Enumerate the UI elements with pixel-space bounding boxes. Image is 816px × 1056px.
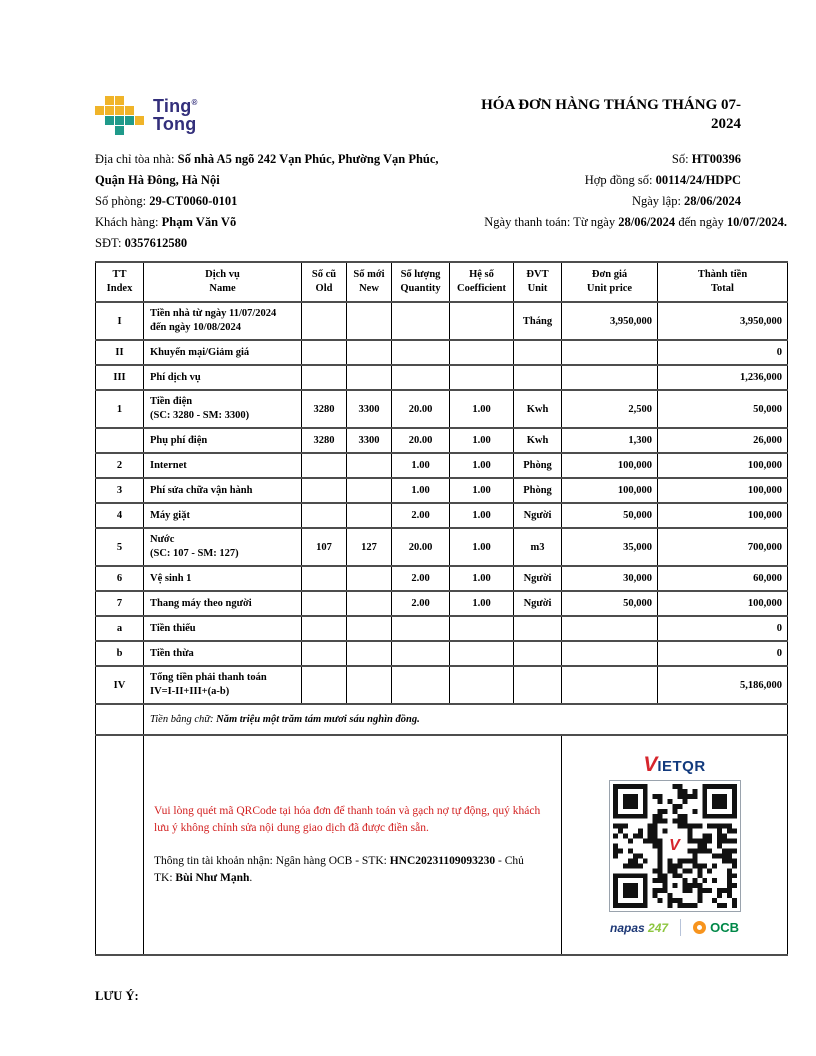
cell-new — [347, 616, 392, 641]
column-header-vi: Số cũ — [311, 268, 337, 280]
cell-tt: 3 — [96, 478, 144, 503]
table-row — [96, 340, 788, 365]
invoice-no-value: HT00396 — [691, 152, 741, 166]
invoice-table — [95, 261, 788, 956]
account-number: HNC20231109093230 — [389, 855, 496, 867]
cell-coef: 1.00 — [450, 503, 514, 528]
cell-qty — [392, 340, 450, 365]
cell-total: 50,000 — [658, 390, 788, 428]
cell-new: 127 — [347, 528, 392, 566]
ocb-word: OCB — [710, 920, 739, 935]
table-row — [96, 591, 788, 616]
cell-price: 3,950,000 — [562, 302, 658, 340]
column-header-vi: Đơn giá — [591, 268, 628, 280]
cell-new — [347, 666, 392, 704]
column-header-en: Index — [106, 283, 133, 294]
invoice-title — [441, 96, 787, 134]
table-row — [96, 566, 788, 591]
customer-label: Khách hàng: — [95, 215, 162, 229]
account-mid: - Chủ TK: — [154, 855, 524, 885]
cell-coef — [450, 340, 514, 365]
qr-code-cell — [562, 735, 788, 955]
cell-qty — [392, 616, 450, 641]
payment-qr-row — [96, 735, 788, 955]
cell-price: 30,000 — [562, 566, 658, 591]
cell-tt: IV — [96, 666, 144, 704]
info-line-address2 — [95, 170, 787, 191]
cell-unit — [514, 340, 562, 365]
address-value-2: Quận Hà Đông, Hà Nội — [95, 173, 220, 187]
column-header-vi: ĐVT — [526, 268, 549, 280]
column-header-en: New — [359, 283, 379, 294]
column-header — [392, 262, 450, 302]
cell-price: 100,000 — [562, 453, 658, 478]
cell-tt: 4 — [96, 503, 144, 528]
brand-ting: Ting — [153, 96, 192, 117]
cell-qty — [392, 365, 450, 390]
service-name-cell — [144, 453, 302, 478]
column-header-vi: TT — [112, 268, 127, 280]
cell-new — [347, 478, 392, 503]
column-header — [450, 262, 514, 302]
cell-tt: 5 — [96, 528, 144, 566]
cell-old: 3280 — [302, 390, 347, 428]
cell-price — [562, 641, 658, 666]
column-header — [562, 262, 658, 302]
info-line-address — [95, 149, 787, 170]
cell-old: 3280 — [302, 428, 347, 453]
cell-qty: 20.00 — [392, 528, 450, 566]
vietqr-logo-icon — [562, 754, 787, 775]
table-row — [96, 528, 788, 566]
service-name-cell — [144, 503, 302, 528]
cell-price — [562, 365, 658, 390]
napas-word: napas — [610, 920, 649, 935]
service-name-cell — [144, 478, 302, 503]
cell-coef: 1.00 — [450, 478, 514, 503]
service-name-line: Máy giặt — [150, 509, 190, 521]
account-prefix: Thông tin tài khoản nhận: Ngân hàng OCB - STK: — [154, 855, 390, 867]
cell-coef: 1.00 — [450, 428, 514, 453]
cell-total: 0 — [658, 340, 788, 365]
cell-tt: a — [96, 616, 144, 641]
customer-value: Phạm Văn Võ — [161, 215, 237, 229]
service-name-cell — [144, 641, 302, 666]
service-name-line: đến ngày 10/08/2024 — [150, 322, 242, 333]
cell-tt: III — [96, 365, 144, 390]
qr-code — [609, 780, 741, 912]
cell-total: 100,000 — [658, 503, 788, 528]
payment-mid: đến ngày — [675, 215, 727, 229]
service-name-cell — [144, 666, 302, 704]
service-name-line: Thang máy theo người — [150, 597, 252, 609]
cell-empty — [96, 704, 144, 735]
cell-unit: Kwh — [514, 390, 562, 428]
service-name-cell — [144, 616, 302, 641]
room-label: Số phòng: — [95, 194, 150, 208]
table-row — [96, 666, 788, 704]
address-value: Số nhà A5 ngõ 242 Vạn Phúc, Phường Vạn Phúc, — [177, 152, 439, 166]
service-name-line: Nước — [150, 534, 175, 546]
cell-price — [562, 340, 658, 365]
amount-in-words-row — [96, 704, 788, 735]
cell-tt — [96, 428, 144, 453]
cell-unit: m3 — [514, 528, 562, 566]
cell-new — [347, 503, 392, 528]
cell-coef — [450, 302, 514, 340]
service-name-line: Tổng tiền phải thanh toán — [150, 672, 267, 684]
cell-qty — [392, 666, 450, 704]
cell-tt: 6 — [96, 566, 144, 591]
cell-old: 107 — [302, 528, 347, 566]
service-name-line: Vệ sinh 1 — [150, 572, 192, 584]
table-row — [96, 616, 788, 641]
cell-tt: 7 — [96, 591, 144, 616]
cell-coef: 1.00 — [450, 453, 514, 478]
account-holder: Bùi Như Mạnh — [175, 872, 250, 885]
service-name-cell — [144, 566, 302, 591]
vietqr-v: V — [643, 753, 658, 776]
cell-qty: 20.00 — [392, 428, 450, 453]
phone-value: 0357612580 — [124, 236, 188, 250]
cell-new — [347, 453, 392, 478]
column-header-en: Coefficient — [457, 283, 506, 294]
brand-wordmark — [153, 98, 198, 132]
column-header — [302, 262, 347, 302]
service-name-line: Tiền thừa — [150, 647, 194, 659]
cell-new — [347, 591, 392, 616]
payment-note-cell — [144, 735, 562, 955]
column-header-vi: Số mới — [353, 268, 385, 280]
cell-unit: Người — [514, 503, 562, 528]
table-row — [96, 503, 788, 528]
phone-label: SĐT: — [95, 236, 125, 250]
column-header-en: Quantity — [400, 283, 441, 294]
invoice-no-label: Số: — [671, 152, 692, 166]
cell-total: 100,000 — [658, 478, 788, 503]
account-dot: . — [249, 872, 253, 885]
cell-qty: 20.00 — [392, 390, 450, 428]
vietqr-center-v-icon: V — [663, 835, 687, 857]
cell-total: 60,000 — [658, 566, 788, 591]
cell-new: 3300 — [347, 390, 392, 428]
issue-date-value: 28/06/2024 — [684, 194, 741, 208]
account-info-text — [154, 853, 541, 888]
cell-new: 3300 — [347, 428, 392, 453]
napas-247-number: 247 — [648, 920, 669, 935]
address-label: Địa chỉ tòa nhà: — [95, 152, 178, 166]
cell-qty — [392, 302, 450, 340]
service-name-cell — [144, 528, 302, 566]
cell-coef: 1.00 — [450, 566, 514, 591]
cell-old — [302, 616, 347, 641]
table-row — [96, 641, 788, 666]
cell-price: 100,000 — [562, 478, 658, 503]
info-line-phone — [95, 233, 787, 254]
cell-unit: Người — [514, 591, 562, 616]
cell-total: 0 — [658, 641, 788, 666]
cell-unit: Kwh — [514, 428, 562, 453]
table-row — [96, 428, 788, 453]
column-header — [658, 262, 788, 302]
cell-unit: Tháng — [514, 302, 562, 340]
brand-logo — [95, 96, 198, 135]
service-name-cell — [144, 428, 302, 453]
table-row — [96, 365, 788, 390]
cell-price: 1,300 — [562, 428, 658, 453]
service-name-line: Tiền nhà từ ngày 11/07/2024 — [150, 308, 277, 320]
invoice-title-line1: HÓA ĐƠN HÀNG THÁNG THÁNG 07- — [481, 97, 741, 113]
service-name-line: Phí dịch vụ — [150, 371, 201, 383]
column-header — [96, 262, 144, 302]
info-section — [95, 149, 787, 254]
cell-qty: 2.00 — [392, 591, 450, 616]
column-header-vi: Hệ số — [469, 268, 494, 280]
cell-total: 3,950,000 — [658, 302, 788, 340]
ocb-logo-icon — [693, 920, 739, 935]
cell-qty: 2.00 — [392, 503, 450, 528]
service-name-line: (SC: 107 - SM: 127) — [150, 548, 239, 559]
cell-qty: 1.00 — [392, 453, 450, 478]
cell-old — [302, 566, 347, 591]
column-header-vi: Thành tiền — [697, 268, 748, 280]
service-name-cell — [144, 340, 302, 365]
service-name-cell — [144, 591, 302, 616]
cell-tt: 2 — [96, 453, 144, 478]
cell-total: 0 — [658, 616, 788, 641]
cell-old — [302, 591, 347, 616]
column-header-en: Name — [209, 283, 236, 294]
service-name-cell — [144, 302, 302, 340]
cell-old — [302, 641, 347, 666]
cell-new — [347, 365, 392, 390]
cell-coef: 1.00 — [450, 591, 514, 616]
cell-tt: II — [96, 340, 144, 365]
cell-new — [347, 566, 392, 591]
cell-tt: b — [96, 641, 144, 666]
cell-old — [302, 365, 347, 390]
amount-in-words-value: Năm triệu một trăm tám mươi sáu nghìn đồng. — [216, 714, 420, 725]
cell-price — [562, 616, 658, 641]
bank-logos — [562, 919, 787, 936]
cell-empty — [96, 735, 144, 955]
column-header — [514, 262, 562, 302]
vietqr-rest: IETQR — [657, 758, 706, 775]
cell-unit — [514, 616, 562, 641]
service-name-line: (SC: 3280 - SM: 3300) — [150, 410, 250, 421]
cell-unit — [514, 666, 562, 704]
cell-old — [302, 340, 347, 365]
amount-in-words-cell — [144, 704, 788, 735]
cell-old — [302, 453, 347, 478]
table-row — [96, 478, 788, 503]
service-name-cell — [144, 390, 302, 428]
cell-total: 26,000 — [658, 428, 788, 453]
ocb-ring-icon — [693, 921, 706, 934]
cell-new — [347, 302, 392, 340]
column-header-en: Old — [315, 283, 333, 294]
cell-total: 5,186,000 — [658, 666, 788, 704]
info-line-customer — [95, 212, 787, 233]
invoice-title-line2: 2024 — [711, 115, 741, 132]
table-row — [96, 390, 788, 428]
cell-qty: 2.00 — [392, 566, 450, 591]
column-header — [144, 262, 302, 302]
service-name-line: Phí sửa chữa vận hành — [150, 484, 253, 496]
brand-tong: Tong — [153, 113, 197, 134]
contract-value: 00114/24/HDPC — [655, 173, 741, 187]
cell-unit: Phòng — [514, 478, 562, 503]
cell-tt: 1 — [96, 390, 144, 428]
cell-coef — [450, 666, 514, 704]
cell-total: 100,000 — [658, 591, 788, 616]
service-name-line: Tiền thiếu — [150, 622, 196, 634]
column-header-en: Unit price — [586, 283, 633, 294]
cell-total: 1,236,000 — [658, 365, 788, 390]
amount-in-words-label: Tiền bằng chữ: — [150, 714, 217, 725]
service-name-line: Khuyến mại/Giảm giá — [150, 346, 250, 358]
cell-price — [562, 666, 658, 704]
header — [95, 96, 787, 135]
cell-coef — [450, 365, 514, 390]
cell-coef — [450, 616, 514, 641]
qr-warning-text: Vui lòng quét mã QRCode tại hóa đơn để thanh toán và gạch nợ tự động, quý khách lưu ý không chỉnh sửa nội dung giao dịch đã được điền sẵn. — [154, 804, 541, 834]
cell-unit: Người — [514, 566, 562, 591]
column-header-vi: Dịch vụ — [205, 268, 240, 280]
registered-mark-icon: ® — [191, 98, 198, 108]
cell-old — [302, 503, 347, 528]
cell-coef: 1.00 — [450, 390, 514, 428]
column-header-en: Unit — [527, 283, 548, 294]
cell-tt: I — [96, 302, 144, 340]
table-header-row — [96, 262, 788, 302]
cell-total: 700,000 — [658, 528, 788, 566]
column-header-vi: Số lượng — [400, 268, 441, 280]
cell-qty: 1.00 — [392, 478, 450, 503]
issue-date-label: Ngày lập: — [631, 194, 685, 208]
room-value: 29-CT0060-0101 — [149, 194, 238, 208]
column-header-en: Total — [711, 283, 734, 294]
logo-divider — [680, 919, 681, 936]
service-name-line: Phụ phí điện — [150, 434, 208, 446]
tingtong-logo-icon — [95, 96, 144, 135]
cell-price: 50,000 — [562, 591, 658, 616]
cell-new — [347, 641, 392, 666]
cell-coef — [450, 641, 514, 666]
cell-coef: 1.00 — [450, 528, 514, 566]
cell-price: 35,000 — [562, 528, 658, 566]
cell-unit: Phòng — [514, 453, 562, 478]
service-name-cell — [144, 365, 302, 390]
table-row — [96, 302, 788, 340]
footer-note-label: LƯU Ý: — [95, 989, 139, 1003]
cell-total: 100,000 — [658, 453, 788, 478]
service-name-line: Internet — [150, 459, 187, 471]
cell-old — [302, 302, 347, 340]
payment-from: 28/06/2024 — [618, 215, 676, 229]
cell-new — [347, 340, 392, 365]
table-row — [96, 453, 788, 478]
cell-qty — [392, 641, 450, 666]
cell-old — [302, 666, 347, 704]
cell-old — [302, 478, 347, 503]
payment-to: 10/07/2024. — [726, 215, 787, 229]
cell-unit — [514, 365, 562, 390]
contract-label: Hợp đồng số: — [584, 173, 656, 187]
column-header — [347, 262, 392, 302]
service-name-line: Tiền điện — [150, 396, 193, 408]
info-line-room — [95, 191, 787, 212]
payment-period-label: Ngày thanh toán: Từ ngày — [484, 215, 619, 229]
cell-price: 50,000 — [562, 503, 658, 528]
cell-price: 2,500 — [562, 390, 658, 428]
napas-247-logo-icon — [610, 921, 668, 935]
cell-unit — [514, 641, 562, 666]
service-name-line: IV=I-II+III+(a-b) — [150, 686, 230, 697]
